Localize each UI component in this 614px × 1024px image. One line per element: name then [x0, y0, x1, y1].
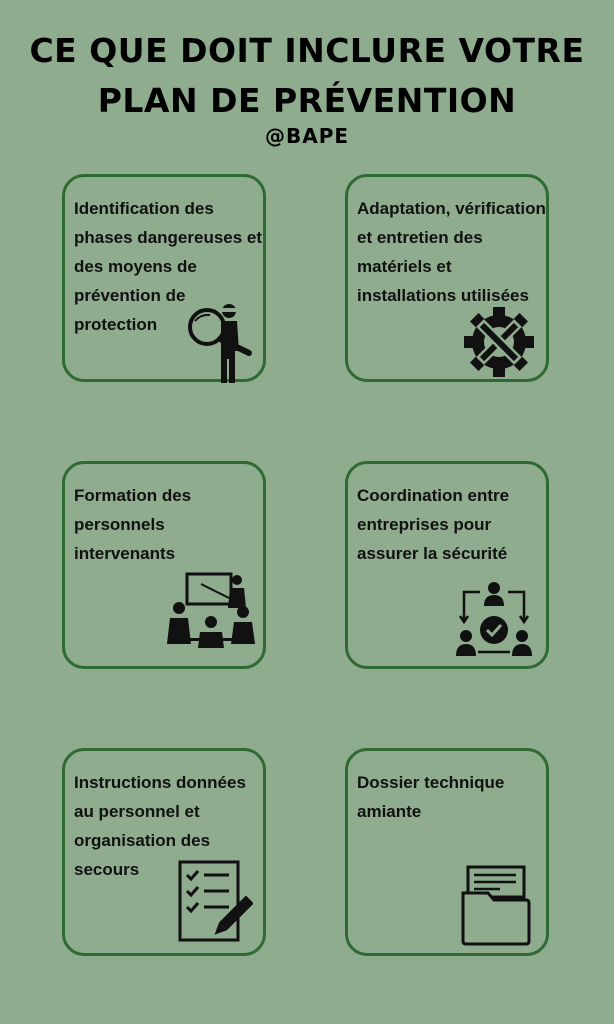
magnifier-person-icon — [177, 301, 257, 385]
card-adaptation — [345, 174, 549, 382]
card-text: Identification des phases dangereuses et des moyens de prévention de protection — [74, 199, 263, 334]
card-coordination — [345, 461, 549, 669]
card-text: Instructions données au personnel et organisation des secours — [74, 773, 246, 879]
card-text: Formation des personnels intervenants — [74, 486, 192, 563]
card-text: Coordination entre entreprises pour assurer la sécurité — [357, 486, 510, 563]
card-instructions — [62, 748, 266, 956]
card-dossier — [345, 748, 549, 956]
training-presentation-icon — [167, 570, 255, 650]
card-identification — [62, 174, 266, 382]
title-line-2: PLAN DE PRÉVENTION — [97, 81, 517, 120]
title-line-1: CE QUE DOIT INCLURE VOTRE — [29, 31, 585, 70]
card-text: Dossier technique amiante — [357, 773, 505, 821]
gear-wrench-icon — [460, 303, 538, 381]
folder-document-icon — [460, 863, 532, 947]
card-formation — [62, 461, 266, 669]
author-handle: @BAPE — [264, 124, 350, 148]
card-text: Adaptation, vérification et entretien des matériels et installations utilisées — [357, 199, 546, 305]
team-coordination-icon — [454, 580, 534, 660]
checklist-pencil-icon — [177, 859, 253, 945]
page-title — [0, 26, 614, 126]
